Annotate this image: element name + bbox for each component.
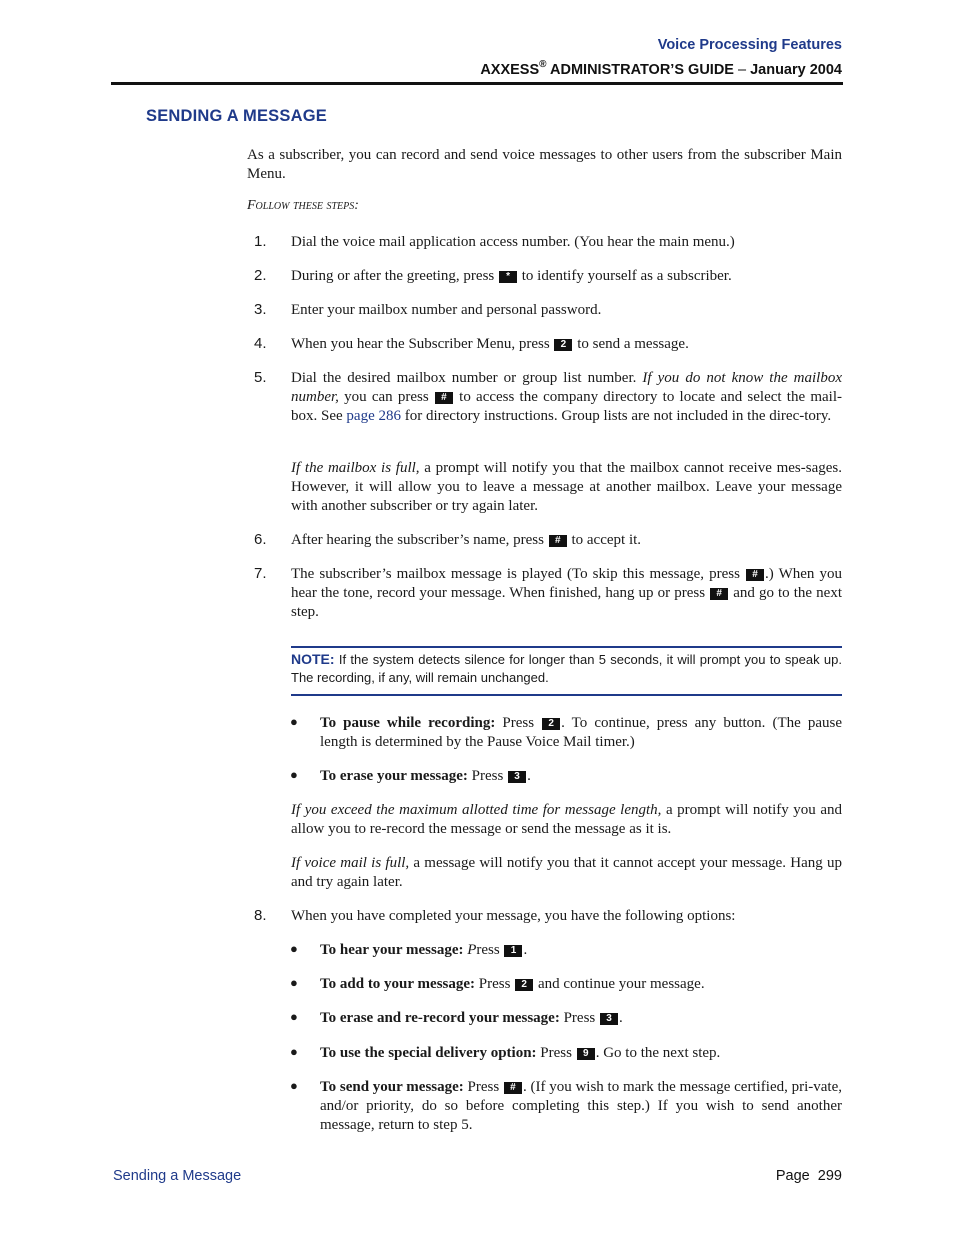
key-1-icon: 1 (504, 945, 522, 957)
option-text-part: . (If you wish to mark the message certified, pri-vate, and/or priority, do so before completing this step.) If you wish to send another message, return to step 5. (320, 1079, 843, 1133)
step-text-part: a prompt will notify you that the mailbox cannot receive mes-sages. However, it will allow you to leave a message at another mailbox. Leave your message with another subscriber or try again later. (291, 460, 842, 514)
step-italic-part: If you exceed the maximum allotted time for message length, (291, 802, 662, 818)
key-3-icon: 3 (508, 771, 526, 783)
exceed-time-paragraph (291, 801, 842, 839)
page-286-link[interactable]: page 286 (346, 408, 401, 424)
step-text-part: After hearing the subscriber’s name, press (291, 532, 548, 548)
step-5-text (291, 369, 842, 426)
step-italic-part: If voice mail is full, (291, 855, 410, 871)
key-2-icon: 2 (554, 339, 572, 351)
step-number: 8. (254, 907, 267, 924)
header-section-title: Voice Processing Features (657, 37, 842, 53)
step-text-part: When you hear the Subscriber Menu, press (291, 336, 554, 352)
option-text-part: . Go to the next step. (595, 1045, 721, 1061)
step-text-part: for directory instructions. Group lists are not included in the direc-tory. (401, 408, 832, 424)
option-text-part: . (527, 768, 531, 784)
step-number: 1. (254, 233, 267, 250)
step-text-part: a prompt will notify you and allow you to re-record the message or send the message as it is. (291, 802, 842, 837)
step-8-text: When you have completed your message, you have the following options: (291, 908, 736, 924)
registered-mark: ® (539, 59, 547, 70)
option-text-part: and continue your message. (534, 976, 705, 992)
step-7-text (291, 565, 842, 622)
option-special-delivery (320, 1044, 842, 1063)
mailbox-full-paragraph (291, 459, 842, 516)
option-label: To send your message: (320, 1079, 464, 1095)
guide-dash: – (733, 61, 751, 78)
step-text-part: During or after the greeting, press (291, 268, 499, 284)
page-title: SENDING A MESSAGE (146, 107, 327, 125)
option-text-part: Press (559, 1010, 599, 1026)
footer-page-number: Page 299 (775, 1168, 842, 1184)
option-label: To pause while recording: (320, 715, 496, 731)
step-text-part: to identify yourself as a subscriber. (518, 268, 732, 284)
option-erase-rerecord (320, 1009, 842, 1028)
bullet-icon: ● (290, 1078, 298, 1093)
bullet-icon: ● (290, 941, 298, 956)
option-text-part: Press (467, 768, 508, 784)
step-number: 2. (254, 267, 267, 284)
voicemail-full-paragraph (291, 854, 842, 892)
option-text-part: . (619, 1010, 623, 1026)
step-number: 4. (254, 335, 267, 352)
option-label: To erase and re-record your message: (320, 1010, 560, 1026)
step-number: 6. (254, 531, 267, 548)
step-text-part: The subscriber’s mailbox message is played (To skip this message, press (291, 566, 746, 582)
key-2-icon: 2 (542, 718, 560, 730)
header-rule (111, 82, 843, 85)
option-hear (320, 941, 842, 960)
step-text-part: a message will notify you that it cannot accept your message. Hang up and try again later. (291, 855, 842, 890)
note-body: If the system detects silence for longer than 5 seconds, it will prompt you to speak up. The recording, if any, will remain unchanged. (291, 652, 842, 685)
pound-key-icon: # (504, 1082, 522, 1094)
option-send (320, 1078, 842, 1135)
step-number: 5. (254, 369, 267, 386)
step-4-text (291, 335, 842, 354)
pound-key-icon: # (435, 392, 453, 404)
option-label: To erase your message: (320, 768, 468, 784)
step-text-part: and go to the next step. (291, 585, 842, 620)
step-number: 7. (254, 565, 267, 582)
step-1-text: Dial the voice mail application access number. (You hear the main menu.) (291, 234, 735, 250)
option-text-part: Press (536, 1045, 576, 1061)
option-label: To hear your message: (320, 942, 464, 958)
step-3-text: Enter your mailbox number and personal password. (291, 302, 602, 318)
option-text-part: ress (476, 942, 504, 958)
guide-name: ADMINISTRATOR’S GUIDE (546, 61, 734, 78)
key-3-icon: 3 (600, 1013, 618, 1025)
star-key-icon: * (499, 271, 517, 283)
intro-paragraph: As a subscriber, you can record and send voice messages to other users from the subscriber Main Menu. (247, 147, 842, 182)
pound-key-icon: # (710, 588, 728, 600)
option-label: To add to your message: (320, 976, 476, 992)
bullet-icon: ● (290, 1044, 298, 1059)
guide-brand: AXXESS (480, 61, 540, 78)
step-text-part: to send a message. (573, 336, 689, 352)
step-text-part: you can press (338, 389, 434, 405)
pound-key-icon: # (549, 535, 567, 547)
key-2-icon: 2 (515, 979, 533, 991)
header-guide-title (480, 60, 842, 78)
key-9-icon: 9 (577, 1048, 595, 1060)
option-erase (320, 767, 842, 786)
step-text-part: .) When you hear the tone, record your message. When finished, hang up or press (291, 566, 842, 601)
option-label: To use the special delivery option: (320, 1045, 537, 1061)
option-text-part: . To continue, press any button. (The pause length is determined by the Pause Voice Mail timer.) (320, 715, 843, 750)
option-pause (320, 714, 842, 752)
option-text-part: Press (475, 976, 515, 992)
option-add (320, 975, 842, 994)
footer-section-name: Sending a Message (113, 1168, 242, 1184)
step-text-part: to accept it. (567, 532, 642, 548)
steps-lead-in: Follow these steps: (247, 198, 359, 213)
step-2-text (291, 267, 842, 286)
option-text-part: Press (463, 1079, 503, 1095)
step-text-part: to access the company directory to locate and select the mail-box. See (291, 389, 842, 424)
step-6-text (291, 531, 842, 550)
note-text (291, 650, 842, 687)
bullet-icon: ● (290, 767, 298, 782)
option-text-part: . (523, 942, 528, 958)
bullet-icon: ● (290, 1009, 298, 1024)
bullet-icon: ● (290, 714, 298, 729)
step-text-part: Dial the desired mailbox number or group list number. (291, 370, 643, 386)
step-italic-part: If the mailbox is full, (291, 460, 420, 476)
bullet-icon: ● (290, 975, 298, 990)
step-italic-part: If you do not know the mailbox number, (291, 370, 842, 405)
option-text-part: Press (495, 715, 542, 731)
note-label: NOTE: (291, 651, 335, 667)
pound-key-icon: # (746, 569, 764, 581)
option-italic-part: P (463, 942, 477, 958)
step-number: 3. (254, 301, 267, 318)
guide-date: January 2004 (750, 61, 842, 78)
